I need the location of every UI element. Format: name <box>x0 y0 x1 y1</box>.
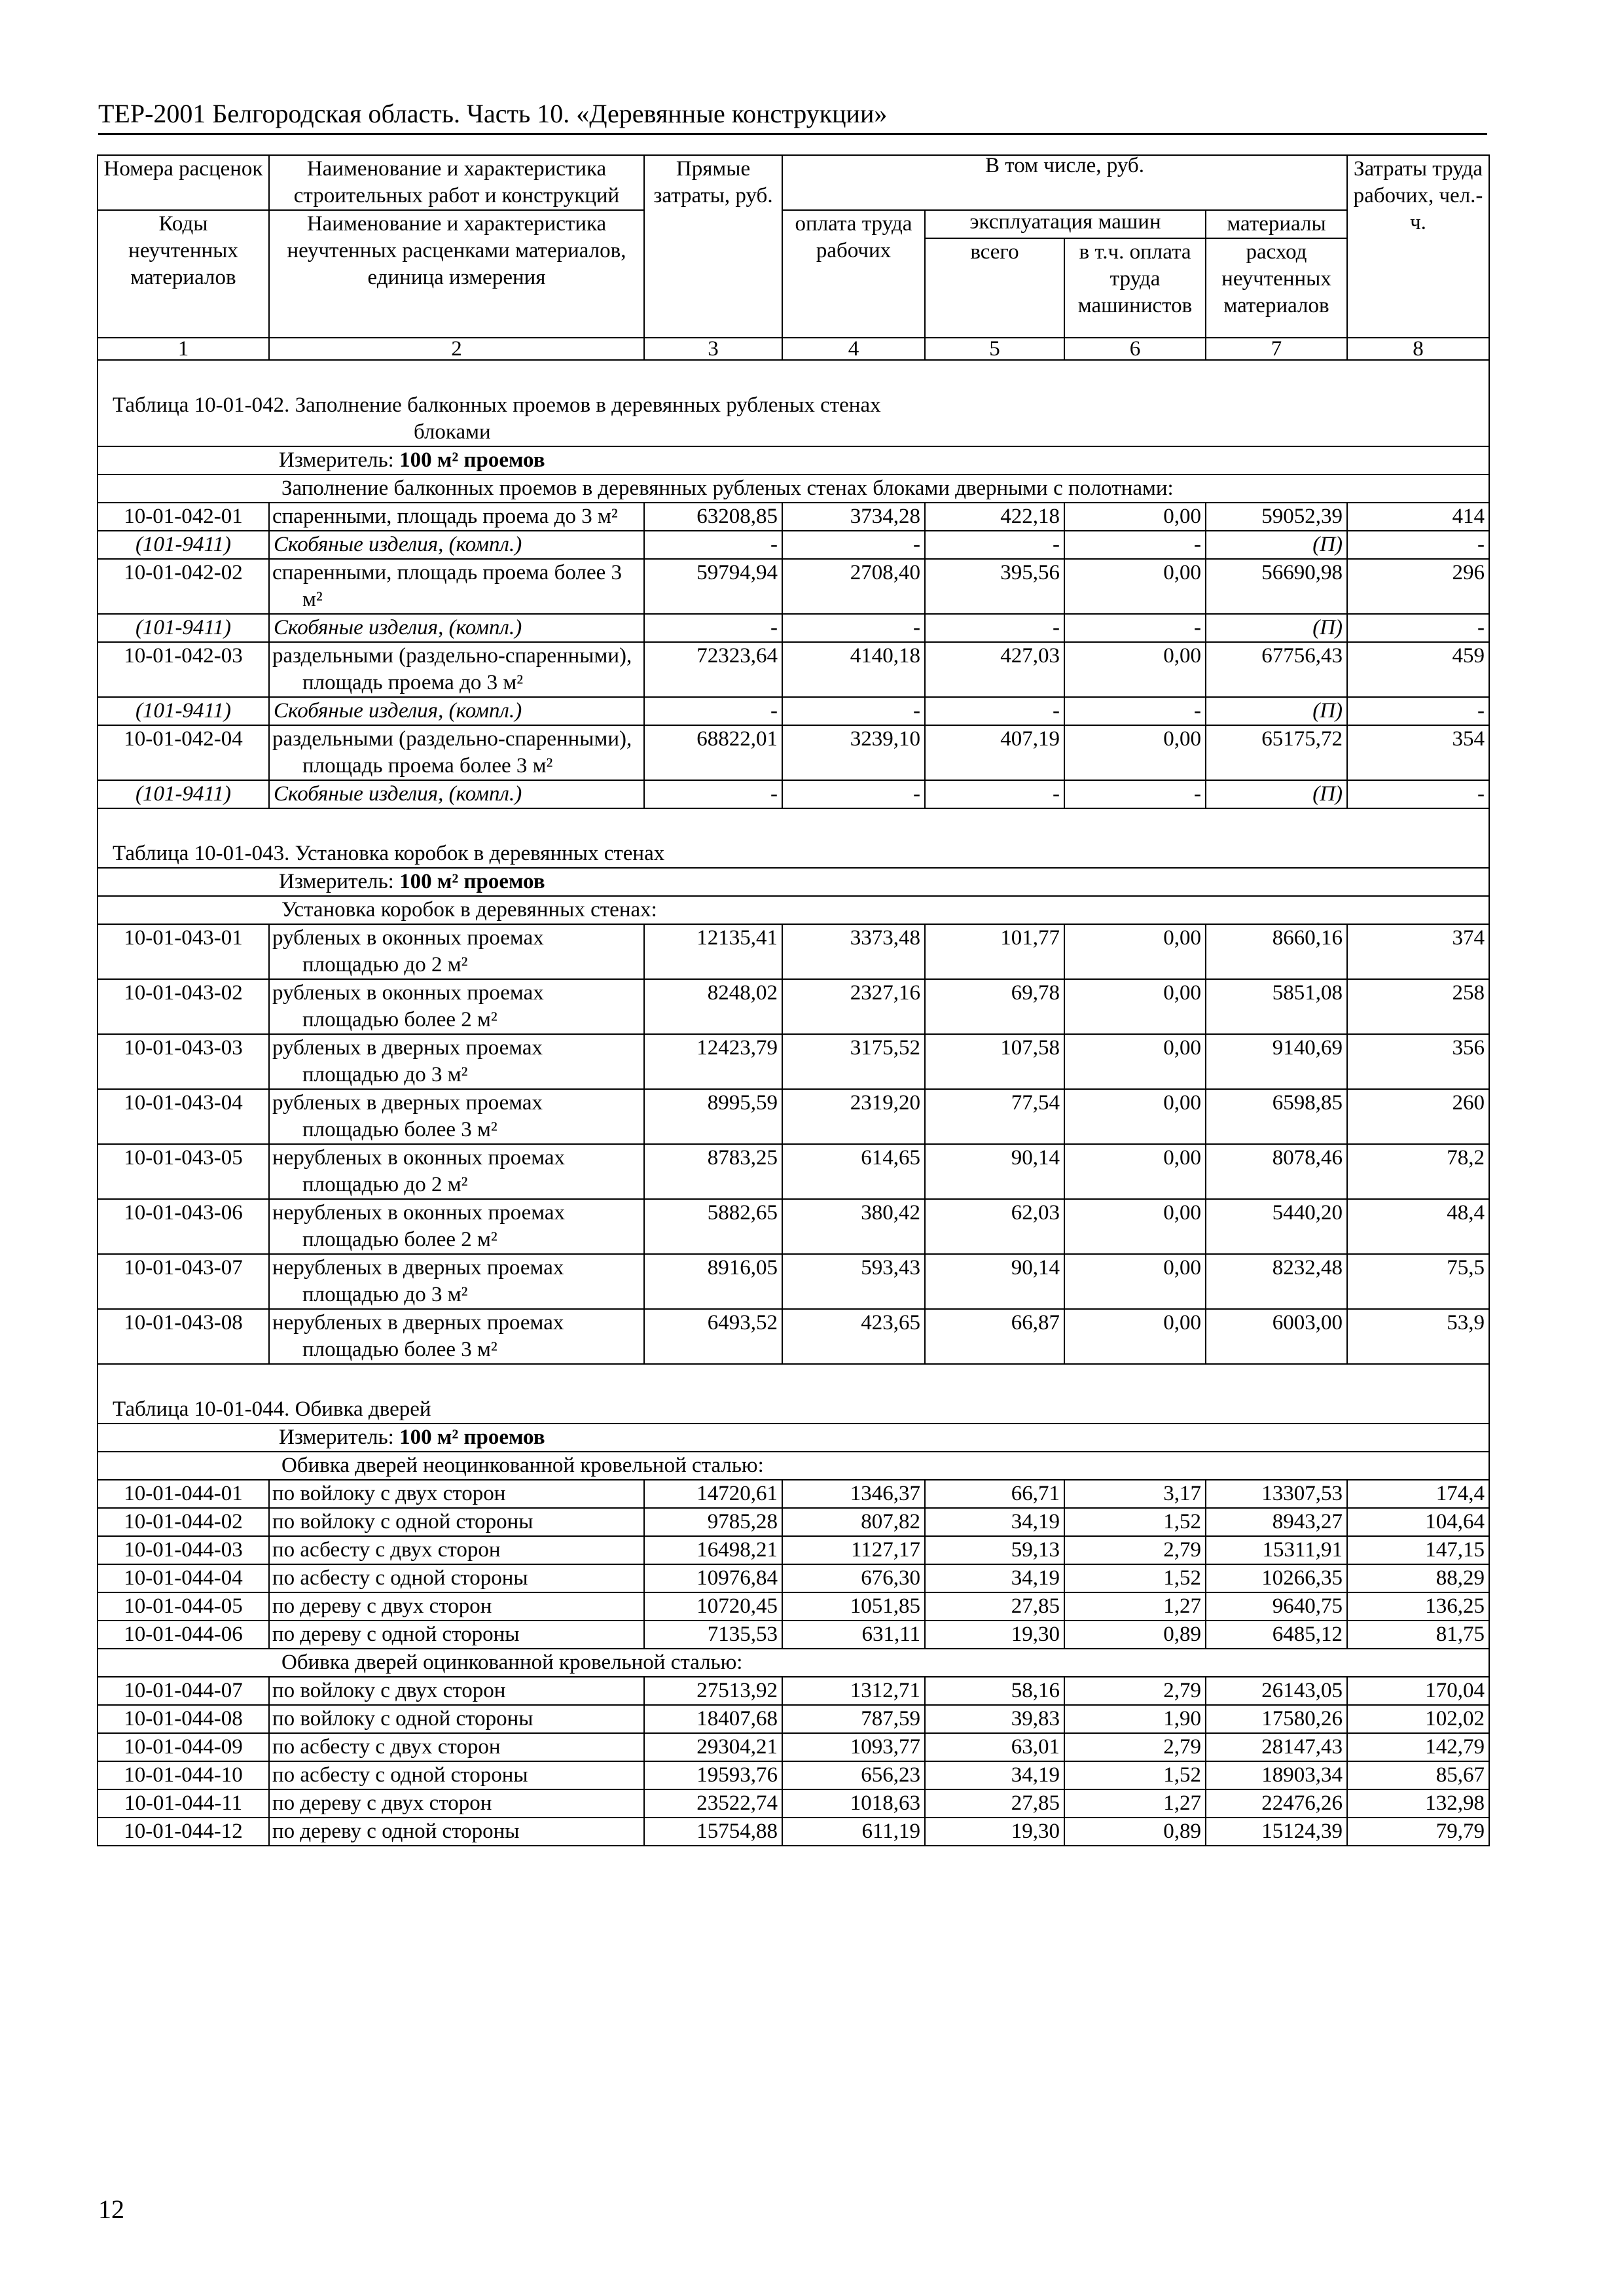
col-worker-pay-header: оплата труда рабочих <box>782 210 925 338</box>
rate-code: 10-01-042-01 <box>98 503 269 531</box>
machines-total: 107,58 <box>925 1034 1064 1089</box>
machines-total: 27,85 <box>925 1592 1064 1621</box>
table-row <box>98 1677 1489 1705</box>
machinists-pay: 2,79 <box>1064 1536 1206 1564</box>
table-row <box>98 1199 1489 1254</box>
rate-code: 10-01-043-03 <box>98 1034 269 1089</box>
direct-costs: 72323,64 <box>644 642 782 697</box>
materials: 67756,43 <box>1206 642 1347 697</box>
table-row <box>98 924 1489 979</box>
materials: 9140,69 <box>1206 1034 1347 1089</box>
labor: 459 <box>1347 642 1489 697</box>
labor: 48,4 <box>1347 1199 1489 1254</box>
labor: 102,02 <box>1347 1705 1489 1733</box>
machinists-pay: 0,00 <box>1064 503 1206 531</box>
machinists-pay: 1,52 <box>1064 1761 1206 1789</box>
direct-costs: 9785,28 <box>644 1508 782 1536</box>
table-row <box>98 1733 1489 1761</box>
machines-total: 395,56 <box>925 559 1064 614</box>
material-value: - <box>782 780 925 808</box>
machinists-pay: 1,52 <box>1064 1564 1206 1592</box>
materials: 13307,53 <box>1206 1480 1347 1508</box>
col-material-codes-header: Коды неучтенных материалов <box>98 210 269 338</box>
worker-pay: 1093,77 <box>782 1733 925 1761</box>
materials: 15311,91 <box>1206 1536 1347 1564</box>
page-number: 12 <box>98 2195 124 2224</box>
rate-description: нерубленых в оконных проемах площадью до 2 м² <box>269 1144 644 1199</box>
direct-costs: 14720,61 <box>644 1480 782 1508</box>
table-row <box>98 1480 1489 1508</box>
rate-description: по войлоку с одной стороны <box>269 1508 644 1536</box>
table-row <box>98 1789 1489 1818</box>
materials: 6003,00 <box>1206 1309 1347 1364</box>
worker-pay: 1051,85 <box>782 1592 925 1621</box>
meter-line <box>98 446 1489 475</box>
direct-costs: 29304,21 <box>644 1733 782 1761</box>
col-machines-total-header: всего <box>925 238 1064 338</box>
materials: 15124,39 <box>1206 1818 1347 1846</box>
direct-costs: 12423,79 <box>644 1034 782 1089</box>
machines-total: 19,30 <box>925 1818 1064 1846</box>
material-code: (101-9411) <box>98 531 269 559</box>
labor: 354 <box>1347 725 1489 780</box>
col-number: 7 <box>1206 338 1347 360</box>
materials: 56690,98 <box>1206 559 1347 614</box>
rate-code: 10-01-044-10 <box>98 1761 269 1789</box>
direct-costs: 18407,68 <box>644 1705 782 1733</box>
rate-code: 10-01-044-05 <box>98 1592 269 1621</box>
machinists-pay: 0,00 <box>1064 1089 1206 1144</box>
material-row <box>98 780 1489 808</box>
labor: 85,67 <box>1347 1761 1489 1789</box>
rate-description: рубленых в оконных проемах площадью до 2 м² <box>269 924 644 979</box>
materials: 10266,35 <box>1206 1564 1347 1592</box>
table-row <box>98 1254 1489 1309</box>
col-number: 2 <box>269 338 644 360</box>
rate-code: 10-01-044-12 <box>98 1818 269 1846</box>
rate-description: раздельными (раздельно-спаренными), площадь проема до 3 м² <box>269 642 644 697</box>
material-value: - <box>925 780 1064 808</box>
rate-description: раздельными (раздельно-спаренными), площадь проема более 3 м² <box>269 725 644 780</box>
direct-costs: 8916,05 <box>644 1254 782 1309</box>
table-row <box>98 725 1489 780</box>
col-unaccounted-materials-header: расход неучтенных материалов <box>1206 238 1347 338</box>
machines-total: 34,19 <box>925 1761 1064 1789</box>
direct-costs: 16498,21 <box>644 1536 782 1564</box>
labor: 142,79 <box>1347 1733 1489 1761</box>
direct-costs: 10976,84 <box>644 1564 782 1592</box>
section-header: Обивка дверей неоцинкованной кровельной сталью: <box>98 1452 1489 1480</box>
machinists-pay: 0,00 <box>1064 924 1206 979</box>
worker-pay: 614,65 <box>782 1144 925 1199</box>
labor: 53,9 <box>1347 1309 1489 1364</box>
col-number: 5 <box>925 338 1064 360</box>
rate-code: 10-01-044-01 <box>98 1480 269 1508</box>
direct-costs: 59794,94 <box>644 559 782 614</box>
rate-code: 10-01-043-05 <box>98 1144 269 1199</box>
material-description: Скобяные изделия, (компл.) <box>269 531 644 559</box>
worker-pay: 593,43 <box>782 1254 925 1309</box>
rates-table <box>97 154 1490 1846</box>
material-code: (101-9411) <box>98 780 269 808</box>
rate-description: по дереву с одной стороны <box>269 1621 644 1649</box>
direct-costs: 8248,02 <box>644 979 782 1034</box>
rate-code: 10-01-044-06 <box>98 1621 269 1649</box>
rate-code: 10-01-044-04 <box>98 1564 269 1592</box>
meter-line <box>98 1424 1489 1452</box>
materials: 59052,39 <box>1206 503 1347 531</box>
worker-pay: 3734,28 <box>782 503 925 531</box>
direct-costs: 63208,85 <box>644 503 782 531</box>
material-value: - <box>644 531 782 559</box>
machines-total: 66,71 <box>925 1480 1064 1508</box>
meter-value: 100 м² проемов <box>399 448 545 472</box>
col-materials-header: материалы <box>1206 210 1347 238</box>
rate-code: 10-01-043-02 <box>98 979 269 1034</box>
table-row <box>98 1621 1489 1649</box>
worker-pay: 656,23 <box>782 1761 925 1789</box>
worker-pay: 807,82 <box>782 1508 925 1536</box>
labor: 104,64 <box>1347 1508 1489 1536</box>
col-work-name-header: Наименование и характеристика строительных работ и конструкций <box>269 155 644 210</box>
rate-code: 10-01-043-06 <box>98 1199 269 1254</box>
worker-pay: 2708,40 <box>782 559 925 614</box>
machinists-pay: 0,89 <box>1064 1818 1206 1846</box>
worker-pay: 1346,37 <box>782 1480 925 1508</box>
table-title: Таблица 10-01-044. Обивка дверей <box>98 1364 1489 1424</box>
table-row <box>98 1818 1489 1846</box>
material-value: - <box>644 614 782 642</box>
material-row <box>98 614 1489 642</box>
materials: 8078,46 <box>1206 1144 1347 1199</box>
table-row <box>98 1309 1489 1364</box>
page-header: ТЕР-2001 Белгородская область. Часть 10. «Деревянные конструкции» <box>98 98 1487 135</box>
worker-pay: 423,65 <box>782 1309 925 1364</box>
labor: 174,4 <box>1347 1480 1489 1508</box>
material-value: - <box>1064 780 1206 808</box>
machines-total: 90,14 <box>925 1144 1064 1199</box>
rate-description: по асбесту с одной стороны <box>269 1564 644 1592</box>
rate-code: 10-01-043-01 <box>98 924 269 979</box>
worker-pay: 2319,20 <box>782 1089 925 1144</box>
table-row <box>98 1536 1489 1564</box>
machines-total: 422,18 <box>925 503 1064 531</box>
machinists-pay: 0,00 <box>1064 1254 1206 1309</box>
machinists-pay: 2,79 <box>1064 1677 1206 1705</box>
rate-description: спаренными, площадь проема более 3 м² <box>269 559 644 614</box>
machines-total: 59,13 <box>925 1536 1064 1564</box>
rate-code: 10-01-042-03 <box>98 642 269 697</box>
rate-description: нерубленых в оконных проемах площадью более 2 м² <box>269 1199 644 1254</box>
rate-code: 10-01-044-07 <box>98 1677 269 1705</box>
table-row <box>98 503 1489 531</box>
material-row <box>98 697 1489 725</box>
direct-costs: 5882,65 <box>644 1199 782 1254</box>
machines-total: 77,54 <box>925 1089 1064 1144</box>
worker-pay: 1127,17 <box>782 1536 925 1564</box>
machines-total: 34,19 <box>925 1564 1064 1592</box>
direct-costs: 7135,53 <box>644 1621 782 1649</box>
rate-description: по дереву с двух сторон <box>269 1789 644 1818</box>
materials: 65175,72 <box>1206 725 1347 780</box>
direct-costs: 12135,41 <box>644 924 782 979</box>
labor: 414 <box>1347 503 1489 531</box>
machines-total: 34,19 <box>925 1508 1064 1536</box>
material-value: (П) <box>1206 780 1347 808</box>
machines-total: 407,19 <box>925 725 1064 780</box>
rate-description: по войлоку с двух сторон <box>269 1480 644 1508</box>
worker-pay: 3239,10 <box>782 725 925 780</box>
table-row <box>98 1761 1489 1789</box>
materials: 18903,34 <box>1206 1761 1347 1789</box>
materials: 8232,48 <box>1206 1254 1347 1309</box>
materials: 28147,43 <box>1206 1733 1347 1761</box>
table-row <box>98 1592 1489 1621</box>
material-value: - <box>782 697 925 725</box>
table-10-01-042 <box>98 360 1489 808</box>
table-10-01-044 <box>98 1364 1489 1846</box>
table-row <box>98 559 1489 614</box>
rate-description: по дереву с одной стороны <box>269 1818 644 1846</box>
section-header: Установка коробок в деревянных стенах: <box>98 896 1489 924</box>
material-value: - <box>782 531 925 559</box>
col-rate-numbers-header: Номера расценок <box>98 155 269 210</box>
meter-label: Измеритель: <box>279 870 394 893</box>
worker-pay: 631,11 <box>782 1621 925 1649</box>
rate-code: 10-01-044-11 <box>98 1789 269 1818</box>
rate-code: 10-01-043-04 <box>98 1089 269 1144</box>
materials: 8660,16 <box>1206 924 1347 979</box>
table-row <box>98 1564 1489 1592</box>
meter-label: Измеритель: <box>279 448 394 472</box>
materials: 26143,05 <box>1206 1677 1347 1705</box>
labor: 75,5 <box>1347 1254 1489 1309</box>
rate-code: 10-01-042-04 <box>98 725 269 780</box>
material-value: - <box>925 614 1064 642</box>
worker-pay: 3175,52 <box>782 1034 925 1089</box>
worker-pay: 1312,71 <box>782 1677 925 1705</box>
material-value: - <box>1064 614 1206 642</box>
materials: 5440,20 <box>1206 1199 1347 1254</box>
labor: 88,29 <box>1347 1564 1489 1592</box>
rate-description: нерубленых в дверных проемах площадью более 3 м² <box>269 1309 644 1364</box>
direct-costs: 8995,59 <box>644 1089 782 1144</box>
table-title <box>98 360 1489 446</box>
worker-pay: 676,30 <box>782 1564 925 1592</box>
rate-description: рубленых в дверных проемах площадью более 3 м² <box>269 1089 644 1144</box>
machinists-pay: 0,00 <box>1064 979 1206 1034</box>
machinists-pay: 0,00 <box>1064 1199 1206 1254</box>
labor: 356 <box>1347 1034 1489 1089</box>
material-description: Скобяные изделия, (компл.) <box>269 614 644 642</box>
materials: 17580,26 <box>1206 1705 1347 1733</box>
section-header: Обивка дверей оцинкованной кровельной сталью: <box>98 1649 1489 1677</box>
table-row <box>98 1089 1489 1144</box>
rate-code: 10-01-043-08 <box>98 1309 269 1364</box>
table-row <box>98 1508 1489 1536</box>
section-header: Заполнение балконных проемов в деревянных рубленых стенах блоками дверными с полотнами: <box>98 475 1489 503</box>
material-value: - <box>1347 697 1489 725</box>
table-row <box>98 1144 1489 1199</box>
direct-costs: 10720,45 <box>644 1592 782 1621</box>
rate-description: по войлоку с двух сторон <box>269 1677 644 1705</box>
machinists-pay: 0,00 <box>1064 1144 1206 1199</box>
col-labor-header: Затраты труда рабочих, чел.-ч. <box>1347 155 1489 338</box>
material-value: - <box>1064 531 1206 559</box>
material-value: - <box>782 614 925 642</box>
meter-line <box>98 868 1489 896</box>
material-value: (П) <box>1206 697 1347 725</box>
machines-total: 58,16 <box>925 1677 1064 1705</box>
col-number: 3 <box>644 338 782 360</box>
col-number: 6 <box>1064 338 1206 360</box>
rate-description: по дереву с двух сторон <box>269 1592 644 1621</box>
meter-label: Измеритель: <box>279 1426 394 1449</box>
material-value: (П) <box>1206 614 1347 642</box>
machinists-pay: 0,00 <box>1064 1309 1206 1364</box>
machinists-pay: 2,79 <box>1064 1733 1206 1761</box>
labor: 258 <box>1347 979 1489 1034</box>
table-title: Таблица 10-01-043. Установка коробок в деревянных стенах <box>98 808 1489 868</box>
rate-code: 10-01-044-09 <box>98 1733 269 1761</box>
table-row <box>98 1034 1489 1089</box>
machinists-pay: 0,00 <box>1064 559 1206 614</box>
col-direct-costs-header: Прямые затраты, руб. <box>644 155 782 338</box>
labor: 79,79 <box>1347 1818 1489 1846</box>
machines-total: 19,30 <box>925 1621 1064 1649</box>
rate-code: 10-01-044-02 <box>98 1508 269 1536</box>
rate-code: 10-01-042-02 <box>98 559 269 614</box>
direct-costs: 8783,25 <box>644 1144 782 1199</box>
rate-description: спаренными, площадь проема до 3 м² <box>269 503 644 531</box>
material-value: (П) <box>1206 531 1347 559</box>
labor: 260 <box>1347 1089 1489 1144</box>
machines-total: 27,85 <box>925 1789 1064 1818</box>
col-number: 8 <box>1347 338 1489 360</box>
table-title-text: Таблица 10-01-042. Заполнение балконных проемов в деревянных рубленых стенах <box>113 393 881 417</box>
machines-total: 69,78 <box>925 979 1064 1034</box>
table-row <box>98 1705 1489 1733</box>
materials: 9640,75 <box>1206 1592 1347 1621</box>
material-row <box>98 531 1489 559</box>
table-row <box>98 979 1489 1034</box>
material-value: - <box>644 697 782 725</box>
rate-description: по войлоку с одной стороны <box>269 1705 644 1733</box>
col-number: 1 <box>98 338 269 360</box>
labor: 136,25 <box>1347 1592 1489 1621</box>
labor: 147,15 <box>1347 1536 1489 1564</box>
material-code: (101-9411) <box>98 614 269 642</box>
worker-pay: 380,42 <box>782 1199 925 1254</box>
machines-total: 62,03 <box>925 1199 1064 1254</box>
labor: 132,98 <box>1347 1789 1489 1818</box>
materials: 6485,12 <box>1206 1621 1347 1649</box>
rate-code: 10-01-044-03 <box>98 1536 269 1564</box>
machinists-pay: 1,27 <box>1064 1789 1206 1818</box>
machines-total: 427,03 <box>925 642 1064 697</box>
worker-pay: 787,59 <box>782 1705 925 1733</box>
worker-pay: 4140,18 <box>782 642 925 697</box>
materials: 6598,85 <box>1206 1089 1347 1144</box>
labor: 374 <box>1347 924 1489 979</box>
worker-pay: 3373,48 <box>782 924 925 979</box>
machinists-pay: 0,00 <box>1064 642 1206 697</box>
machines-total: 90,14 <box>925 1254 1064 1309</box>
material-value: - <box>1347 614 1489 642</box>
worker-pay: 2327,16 <box>782 979 925 1034</box>
material-value: - <box>644 780 782 808</box>
labor: 78,2 <box>1347 1144 1489 1199</box>
material-description: Скобяные изделия, (компл.) <box>269 780 644 808</box>
direct-costs: 23522,74 <box>644 1789 782 1818</box>
material-value: - <box>1064 697 1206 725</box>
machinists-pay: 1,90 <box>1064 1705 1206 1733</box>
rate-code: 10-01-043-07 <box>98 1254 269 1309</box>
table-row <box>98 642 1489 697</box>
labor: 170,04 <box>1347 1677 1489 1705</box>
meter-value: 100 м² проемов <box>399 870 545 893</box>
direct-costs: 6493,52 <box>644 1309 782 1364</box>
col-machinists-pay-header: в т.ч. оплата труда машинистов <box>1064 238 1206 338</box>
rate-description: по асбесту с двух сторон <box>269 1536 644 1564</box>
materials: 8943,27 <box>1206 1508 1347 1536</box>
direct-costs: 27513,92 <box>644 1677 782 1705</box>
material-value: - <box>1347 531 1489 559</box>
machinists-pay: 0,00 <box>1064 725 1206 780</box>
rate-description: рубленых в дверных проемах площадью до 3 м² <box>269 1034 644 1089</box>
col-number: 4 <box>782 338 925 360</box>
direct-costs: 15754,88 <box>644 1818 782 1846</box>
machinists-pay: 0,89 <box>1064 1621 1206 1649</box>
machinists-pay: 1,52 <box>1064 1508 1206 1536</box>
machines-total: 63,01 <box>925 1733 1064 1761</box>
machines-total: 66,87 <box>925 1309 1064 1364</box>
labor: 81,75 <box>1347 1621 1489 1649</box>
direct-costs: 68822,01 <box>644 725 782 780</box>
material-value: - <box>925 697 1064 725</box>
table-10-01-043 <box>98 808 1489 1364</box>
machinists-pay: 0,00 <box>1064 1034 1206 1089</box>
col-machines-header: эксплуатация машин <box>925 210 1206 238</box>
rate-code: 10-01-044-08 <box>98 1705 269 1733</box>
material-description: Скобяные изделия, (компл.) <box>269 697 644 725</box>
col-group-header: В том числе, руб. <box>782 155 1347 210</box>
rate-description: нерубленых в дверных проемах площадью до 3 м² <box>269 1254 644 1309</box>
meter-value: 100 м² проемов <box>399 1426 545 1449</box>
rate-description: рубленых в оконных проемах площадью более 2 м² <box>269 979 644 1034</box>
material-value: - <box>1347 780 1489 808</box>
labor: 296 <box>1347 559 1489 614</box>
col-material-name-header: Наименование и характеристика неучтенных расценками материалов, единица измерения <box>269 210 644 338</box>
worker-pay: 1018,63 <box>782 1789 925 1818</box>
machines-total: 101,77 <box>925 924 1064 979</box>
table-title-continuation: блоками <box>414 420 491 444</box>
materials: 5851,08 <box>1206 979 1347 1034</box>
material-code: (101-9411) <box>98 697 269 725</box>
material-value: - <box>925 531 1064 559</box>
direct-costs: 19593,76 <box>644 1761 782 1789</box>
machines-total: 39,83 <box>925 1705 1064 1733</box>
machinists-pay: 3,17 <box>1064 1480 1206 1508</box>
rate-description: по асбесту с двух сторон <box>269 1733 644 1761</box>
rate-description: по асбесту с одной стороны <box>269 1761 644 1789</box>
materials: 22476,26 <box>1206 1789 1347 1818</box>
machinists-pay: 1,27 <box>1064 1592 1206 1621</box>
worker-pay: 611,19 <box>782 1818 925 1846</box>
